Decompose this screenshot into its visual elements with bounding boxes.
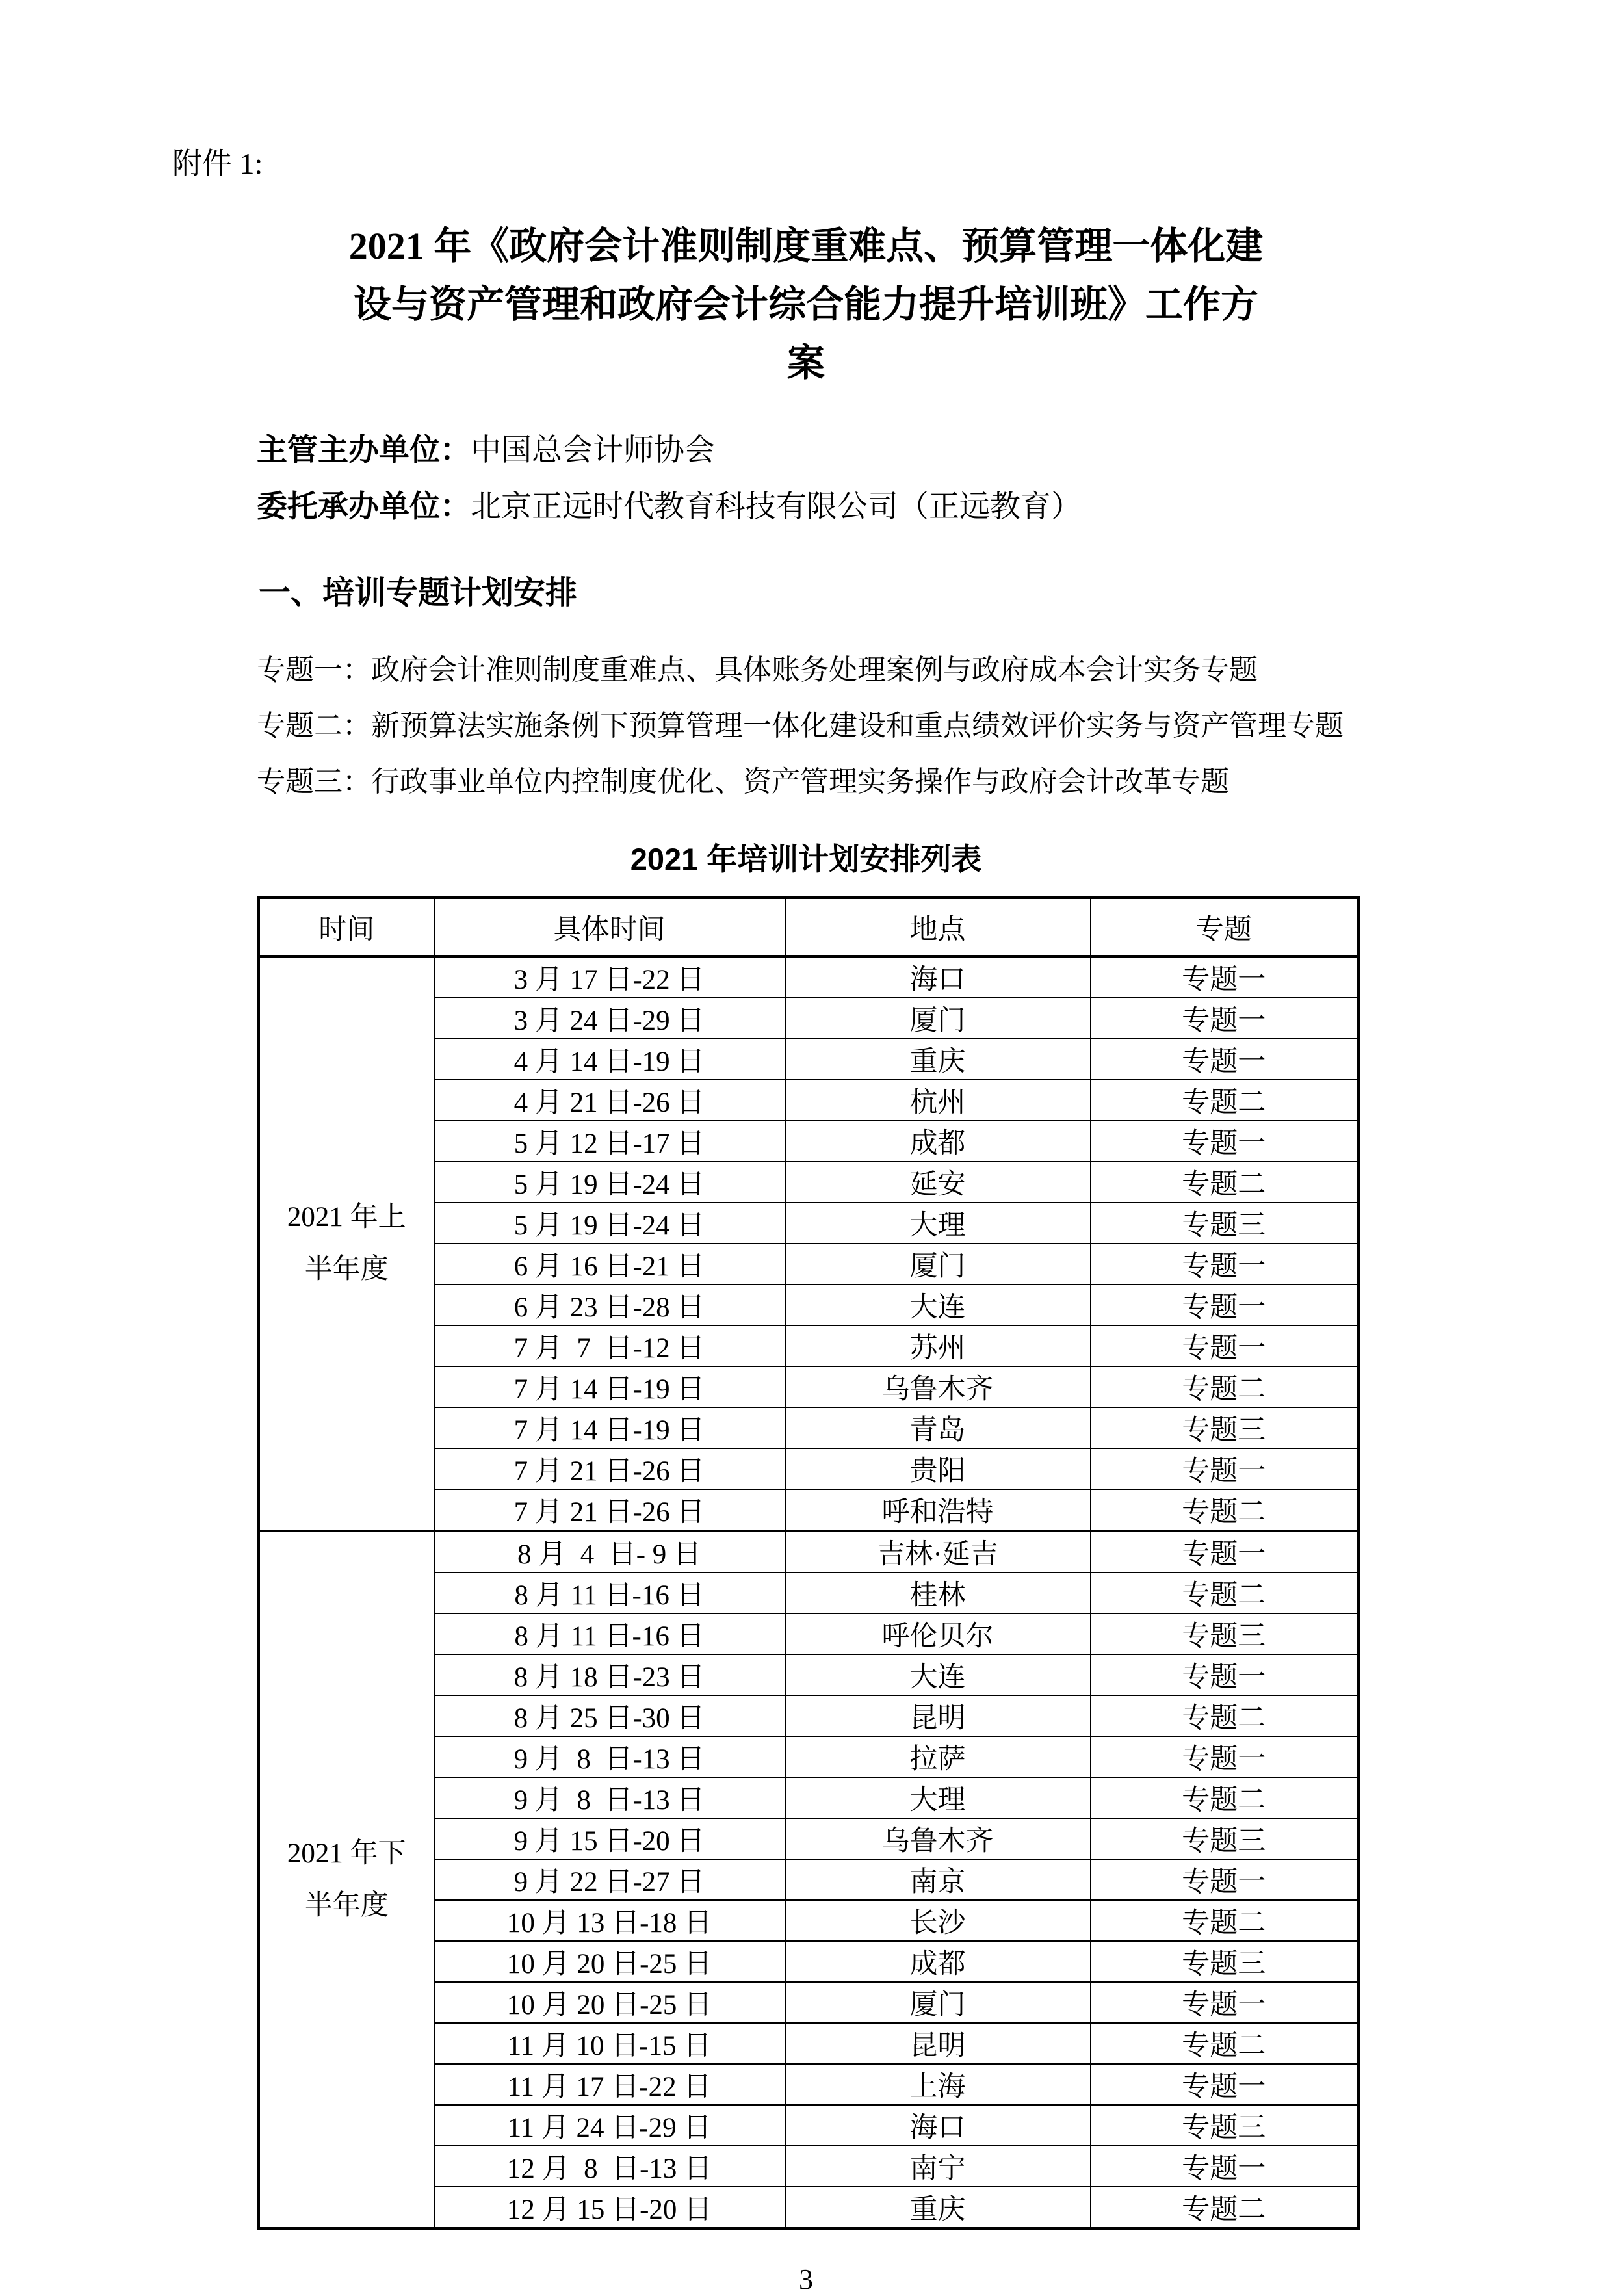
organizer-undertaker-value: 北京正远时代教育科技有限公司（正远教育）: [471, 490, 1082, 524]
cell-topic: 专题二: [1091, 1777, 1358, 1818]
organizer-host-label: 主管主办单位：: [257, 434, 471, 467]
cell-place: 大理: [785, 1777, 1091, 1818]
header-place: 地点: [785, 898, 1091, 957]
document-title-line-3: 案: [786, 342, 825, 384]
organizer-host-value: 中国总会计师协会: [471, 434, 715, 467]
cell-place: 呼和浩特: [785, 1489, 1091, 1531]
cell-date: 10 月 20 日-25 日: [434, 1941, 785, 1982]
cell-topic: 专题一: [1091, 1448, 1358, 1489]
cell-period: 2021 年上 半年度: [259, 956, 434, 1531]
cell-topic: 专题一: [1091, 1121, 1358, 1162]
document-title: [234, 217, 1378, 393]
cell-place: 长沙: [785, 1900, 1091, 1941]
cell-place: 重庆: [785, 2187, 1091, 2229]
cell-date: 12 月 15 日-20 日: [434, 2187, 785, 2229]
cell-topic: 专题二: [1091, 1900, 1358, 1941]
topic-line-1: 专题一：政府会计准则制度重难点、具体账务处理案例与政府成本会计实务专题: [257, 654, 1258, 686]
cell-place: 厦门: [785, 1982, 1091, 2023]
cell-place: 昆明: [785, 1695, 1091, 1736]
cell-topic: 专题一: [1091, 1654, 1358, 1695]
cell-place: 贵阳: [785, 1448, 1091, 1489]
cell-date: 9 月 8 日-13 日: [434, 1736, 785, 1777]
cell-topic: 专题一: [1091, 1039, 1358, 1080]
page-number: 3: [799, 2263, 813, 2295]
cell-place: 成都: [785, 1941, 1091, 1982]
cell-topic: 专题一: [1091, 1285, 1358, 1325]
cell-place: 南京: [785, 1859, 1091, 1900]
cell-date: 5 月 12 日-17 日: [434, 1121, 785, 1162]
schedule-body: [259, 956, 1358, 2229]
cell-place: 南宁: [785, 2146, 1091, 2187]
cell-date: 9 月 15 日-20 日: [434, 1818, 785, 1859]
cell-date: 8 月 4 日- 9 日: [434, 1531, 785, 1572]
cell-date: 9 月 22 日-27 日: [434, 1859, 785, 1900]
cell-place: 重庆: [785, 1039, 1091, 1080]
cell-place: 大理: [785, 1203, 1091, 1244]
cell-place: 杭州: [785, 1080, 1091, 1121]
cell-place: 海口: [785, 956, 1091, 998]
organizer-undertaker-label: 委托承办单位：: [257, 490, 471, 524]
cell-date: 8 月 11 日-16 日: [434, 1613, 785, 1654]
cell-date: 11 月 10 日-15 日: [434, 2023, 785, 2064]
cell-topic: 专题三: [1091, 1407, 1358, 1448]
cell-topic: 专题二: [1091, 1572, 1358, 1613]
cell-place: 海口: [785, 2105, 1091, 2146]
attachment-label: 附件 1:: [172, 147, 263, 180]
cell-topic: 专题三: [1091, 2105, 1358, 2146]
cell-place: 呼伦贝尔: [785, 1613, 1091, 1654]
cell-date: 4 月 14 日-19 日: [434, 1039, 785, 1080]
schedule-table-head: [259, 898, 1358, 957]
cell-topic: 专题一: [1091, 1736, 1358, 1777]
cell-date: 7 月 14 日-19 日: [434, 1407, 785, 1448]
cell-topic: 专题一: [1091, 2064, 1358, 2105]
topic-list: [257, 642, 1612, 810]
cell-topic: 专题三: [1091, 1613, 1358, 1654]
cell-date: 7 月 14 日-19 日: [434, 1366, 785, 1407]
cell-place: 乌鲁木齐: [785, 1818, 1091, 1859]
cell-date: 10 月 13 日-18 日: [434, 1900, 785, 1941]
cell-place: 大连: [785, 1285, 1091, 1325]
cell-date: 7 月 7 日-12 日: [434, 1325, 785, 1366]
cell-date: 5 月 19 日-24 日: [434, 1203, 785, 1244]
organizer-line-undertaker: [257, 479, 1612, 536]
cell-place: 昆明: [785, 2023, 1091, 2064]
header-row: [259, 898, 1358, 957]
schedule-table: [257, 896, 1360, 2230]
cell-place: 拉萨: [785, 1736, 1091, 1777]
cell-topic: 专题一: [1091, 2146, 1358, 2187]
cell-topic: 专题二: [1091, 1162, 1358, 1203]
cell-topic: 专题三: [1091, 1203, 1358, 1244]
schedule-table-title: 2021 年培训计划安排列表: [630, 842, 982, 876]
cell-place: 青岛: [785, 1407, 1091, 1448]
cell-date: 6 月 23 日-28 日: [434, 1285, 785, 1325]
table-row: [259, 1531, 1358, 1572]
organizer-line-host: [257, 423, 1612, 479]
cell-date: 6 月 16 日-21 日: [434, 1244, 785, 1285]
cell-date: 11 月 24 日-29 日: [434, 2105, 785, 2146]
cell-place: 厦门: [785, 998, 1091, 1039]
header-period: 时间: [259, 898, 434, 957]
cell-topic: 专题二: [1091, 2187, 1358, 2229]
cell-date: 3 月 17 日-22 日: [434, 956, 785, 998]
cell-date: 8 月 11 日-16 日: [434, 1572, 785, 1613]
table-row: [259, 956, 1358, 998]
cell-place: 成都: [785, 1121, 1091, 1162]
cell-place: 乌鲁木齐: [785, 1366, 1091, 1407]
cell-place: 桂林: [785, 1572, 1091, 1613]
cell-place: 吉林·延吉: [785, 1531, 1091, 1572]
cell-date: 3 月 24 日-29 日: [434, 998, 785, 1039]
header-topic: 专题: [1091, 898, 1358, 957]
cell-date: 4 月 21 日-26 日: [434, 1080, 785, 1121]
cell-date: 8 月 25 日-30 日: [434, 1695, 785, 1736]
topic-line-2: 专题二：新预算法实施条例下预算管理一体化建设和重点绩效评价实务与资产管理专题: [257, 710, 1344, 742]
cell-topic: 专题三: [1091, 1941, 1358, 1982]
cell-date: 7 月 21 日-26 日: [434, 1448, 785, 1489]
cell-date: 5 月 19 日-24 日: [434, 1162, 785, 1203]
cell-place: 厦门: [785, 1244, 1091, 1285]
cell-date: 9 月 8 日-13 日: [434, 1777, 785, 1818]
cell-date: 7 月 21 日-26 日: [434, 1489, 785, 1531]
cell-topic: 专题一: [1091, 956, 1358, 998]
organizer-block: [257, 423, 1612, 536]
cell-period: 2021 年下 半年度: [259, 1531, 434, 2229]
header-date: 具体时间: [434, 898, 785, 957]
cell-place: 苏州: [785, 1325, 1091, 1366]
cell-topic: 专题一: [1091, 1531, 1358, 1572]
cell-topic: 专题二: [1091, 1080, 1358, 1121]
topic-line-3: 专题三：行政事业单位内控制度优化、资产管理实务操作与政府会计改革专题: [257, 766, 1229, 798]
cell-topic: 专题二: [1091, 1695, 1358, 1736]
cell-topic: 专题二: [1091, 1489, 1358, 1531]
cell-topic: 专题一: [1091, 1325, 1358, 1366]
cell-place: 大连: [785, 1654, 1091, 1695]
cell-topic: 专题一: [1091, 1982, 1358, 2023]
cell-topic: 专题三: [1091, 1818, 1358, 1859]
cell-topic: 专题一: [1091, 1244, 1358, 1285]
cell-place: 上海: [785, 2064, 1091, 2105]
cell-topic: 专题二: [1091, 2023, 1358, 2064]
document-title-line-2: 设与资产管理和政府会计综合能力提升培训班》工作方: [353, 283, 1258, 326]
cell-topic: 专题一: [1091, 1859, 1358, 1900]
cell-date: 12 月 8 日-13 日: [434, 2146, 785, 2187]
cell-date: 10 月 20 日-25 日: [434, 1982, 785, 2023]
cell-topic: 专题一: [1091, 998, 1358, 1039]
document-title-line-1: 2021 年《政府会计准则制度重难点、预算管理一体化建: [348, 225, 1264, 267]
cell-date: 8 月 18 日-23 日: [434, 1654, 785, 1695]
section-heading: 一、培训专题计划安排: [259, 575, 578, 610]
cell-topic: 专题二: [1091, 1366, 1358, 1407]
cell-date: 11 月 17 日-22 日: [434, 2064, 785, 2105]
cell-place: 延安: [785, 1162, 1091, 1203]
